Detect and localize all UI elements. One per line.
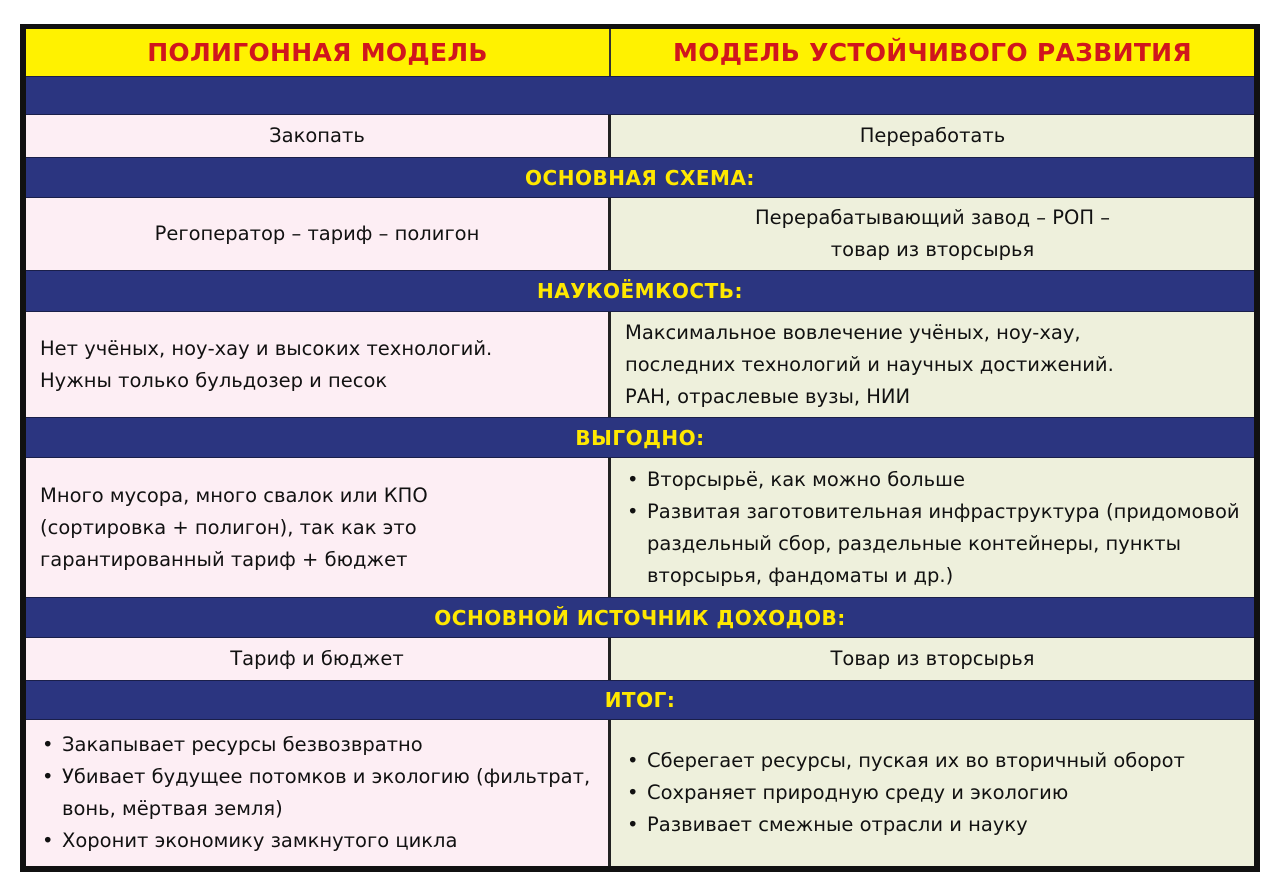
bullet-item: • Вторсырьё, как можно больше (625, 464, 1240, 496)
line: гарантированный тариф + бюджет (40, 547, 408, 571)
cell-left-income: Тариф и бюджет (26, 638, 611, 680)
cell-left-profitable (26, 458, 611, 597)
comparison-table (26, 29, 1254, 866)
cell-right-approach: Переработать (611, 115, 1254, 157)
section-profitable: ВЫГОДНО: (26, 417, 1254, 458)
cell-left-science (26, 312, 611, 417)
bullet-item: • Развитая заготовительная инфраструктура (придомовой раздельный сбор, раздельные контейнеры, пункты вторсырья, фандоматы и др.) (625, 496, 1240, 592)
cell-left-approach: Закопать (26, 115, 611, 157)
bullet-item: • Сохраняет природную среду и экологию (625, 777, 1240, 809)
cell-right-scheme (611, 198, 1254, 270)
bullet-item: • Сберегает ресурсы, пуская их во вторичный оборот (625, 745, 1240, 777)
line: Максимальное вовлечение учёных, ноу-хау, (625, 320, 1081, 344)
section-income-source: ОСНОВНОЙ ИСТОЧНИК ДОХОДОВ: (26, 597, 1254, 638)
cell-right-science (611, 312, 1254, 417)
line: РАН, отраслевые вузы, НИИ (625, 384, 911, 408)
comparison-table-frame (20, 24, 1260, 872)
bullet-item: • Развивает смежные отрасли и науку (625, 809, 1240, 841)
section-science: НАУКОЁМКОСТЬ: (26, 270, 1254, 312)
line: Много мусора, много свалок или КПО (40, 483, 428, 507)
cell-left-result (26, 720, 611, 866)
line: Нет учёных, ноу-хау и высоких технологий. (40, 336, 493, 360)
header-sustainable-model: МОДЕЛЬ УСТОЙЧИВОГО РАЗВИТИЯ (611, 29, 1254, 76)
line: Нужны только бульдозер и песок (40, 368, 388, 392)
line: последних технологий и научных достижений. (625, 352, 1114, 376)
bullet-item: • Хоронит экономику замкнутого цикла (40, 825, 594, 857)
bullet-item: • Убивает будущее потомков и экологию (фильтрат, вонь, мёртвая земля) (40, 761, 594, 825)
section-result: ИТОГ: (26, 680, 1254, 720)
line: Перерабатывающий завод – РОП – (755, 206, 1110, 229)
cell-right-profitable (611, 458, 1254, 597)
section-band-empty (26, 76, 1254, 115)
line: (сортировка + полигон), так как это (40, 515, 417, 539)
header-landfill-model: ПОЛИГОННАЯ МОДЕЛЬ (26, 29, 611, 76)
cell-right-result (611, 720, 1254, 866)
cell-right-income: Товар из вторсырья (611, 638, 1254, 680)
section-main-scheme: ОСНОВНАЯ СХЕМА: (26, 157, 1254, 198)
bullet-item: • Закапывает ресурсы безвозвратно (40, 729, 594, 761)
line: товар из вторсырья (830, 238, 1035, 261)
cell-left-scheme: Регоператор – тариф – полигон (26, 198, 611, 270)
